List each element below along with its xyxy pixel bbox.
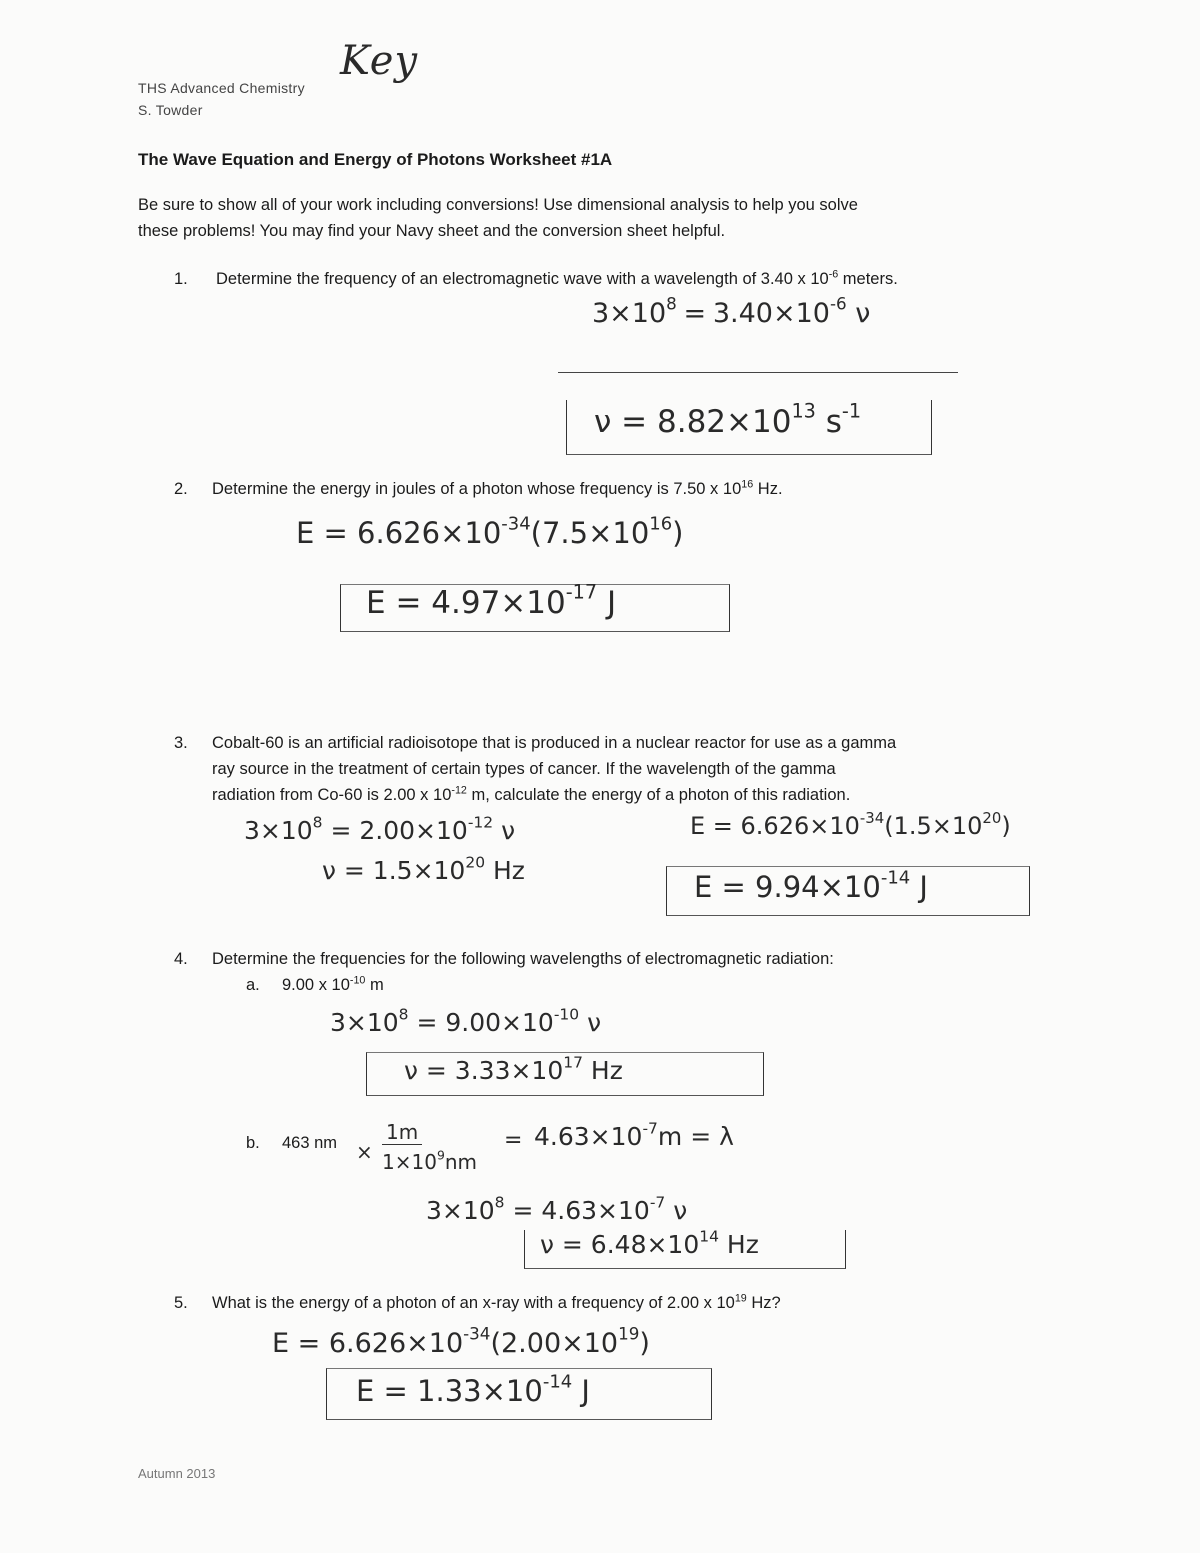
worksheet-title: The Wave Equation and Energy of Photons Worksheet #1A xyxy=(138,150,613,169)
question-1-answer: $\nu = 8.82\times 10^{13}$ $s^{-1}$ xyxy=(594,399,862,440)
question-4b-work: $3\times 10^8 = 4.63\times 10^{-7}$ ν xyxy=(426,1193,688,1225)
question-4b-label: b. xyxy=(246,1134,260,1152)
teacher-name: S. Towder xyxy=(138,102,203,118)
question-4-number: 4. xyxy=(174,950,188,968)
question-4-text: Determine the frequencies for the following wavelengths of electromagnetic radiation: xyxy=(212,950,834,968)
question-3-line-1: Cobalt-60 is an artificial radioisotope that is produced in a nuclear reactor for use as a gamma xyxy=(212,734,897,752)
question-3-line-2: ray source in the treatment of certain types of cancer. If the wavelength of the gamma xyxy=(212,760,836,778)
question-4a-label: a. xyxy=(246,976,260,994)
question-4b-times: × xyxy=(356,1140,373,1164)
question-4a-value: 9.00 x $10^{-10}$ m xyxy=(282,974,384,994)
question-4b-conversion-result: $4.63\times 10^{-7}m = \lambda$ xyxy=(534,1119,734,1151)
question-3-work-2: $\nu = 1.5\times 10^{20}$ Hz xyxy=(322,853,525,885)
question-5-text: What is the energy of a photon of an x-ray with a frequency of 2.00 x $10^{19}$ Hz? xyxy=(212,1292,781,1312)
footer-term: Autumn 2013 xyxy=(138,1466,216,1481)
question-2-number: 2. xyxy=(174,480,188,498)
instructions-line-1: Be sure to show all of your work including conversions! Use dimensional analysis to help you solve xyxy=(138,196,858,214)
answer-key-handwriting: Key xyxy=(340,38,419,84)
question-2-work: $E = 6.626\times 10^{-34}(7.5\times 10^{16})$ xyxy=(296,513,684,550)
question-2-text: Determine the energy in joules of a photon whose frequency is 7.50 x $10^{16}$ Hz. xyxy=(212,478,783,498)
question-3-work-3: $E = 6.626\times 10^{-34}(1.5\times 10^{20})$ xyxy=(690,808,1011,840)
question-1-divider xyxy=(558,372,958,373)
question-5-number: 5. xyxy=(174,1294,188,1312)
question-4b-fraction-numerator: 1m xyxy=(382,1120,422,1145)
question-1-work: $3\times 10^8 = 3.40\times 10^{-6}$ ν xyxy=(592,293,871,329)
question-4b-fraction-denominator: $1\times 10^9nm$ xyxy=(382,1147,477,1174)
question-1-number: 1. xyxy=(174,270,188,288)
question-5-answer: $E = 1.33\times 10^{-14}$ J xyxy=(356,1371,590,1408)
question-4b-answer: $\nu = 6.48\times 10^{14}$ Hz xyxy=(540,1227,759,1259)
question-4b-value: 463 nm xyxy=(282,1134,338,1152)
question-3-work-1: $3\times 10^8 = 2.00\times 10^{-12}$ ν xyxy=(244,813,516,845)
question-4b-equals: = xyxy=(504,1128,523,1153)
question-3-number: 3. xyxy=(174,734,188,752)
course-name: THS Advanced Chemistry xyxy=(138,80,305,96)
question-3-line-3: radiation from Co-60 is 2.00 x $10^{-12}$ m, calculate the energy of a photon of this radiation. xyxy=(212,784,851,804)
question-5-work: $E = 6.626\times 10^{-34}(2.00\times 10^{19})$ xyxy=(272,1323,650,1359)
instructions-line-2: these problems! You may find your Navy sheet and the conversion sheet helpful. xyxy=(138,222,726,240)
question-2-answer: $E = 4.97\times 10^{-17}$ J xyxy=(366,580,617,621)
question-4a-answer: $\nu = 3.33\times 10^{17}$ Hz xyxy=(404,1053,623,1085)
question-4a-work: $3\times 10^8 = 9.00\times 10^{-10}$ ν xyxy=(330,1005,602,1037)
question-3-answer: $E = 9.94\times 10^{-14}$ J xyxy=(694,867,928,904)
question-1-text: Determine the frequency of an electromagnetic wave with a wavelength of 3.40 x $10^{-6}$ meters. xyxy=(216,268,898,288)
